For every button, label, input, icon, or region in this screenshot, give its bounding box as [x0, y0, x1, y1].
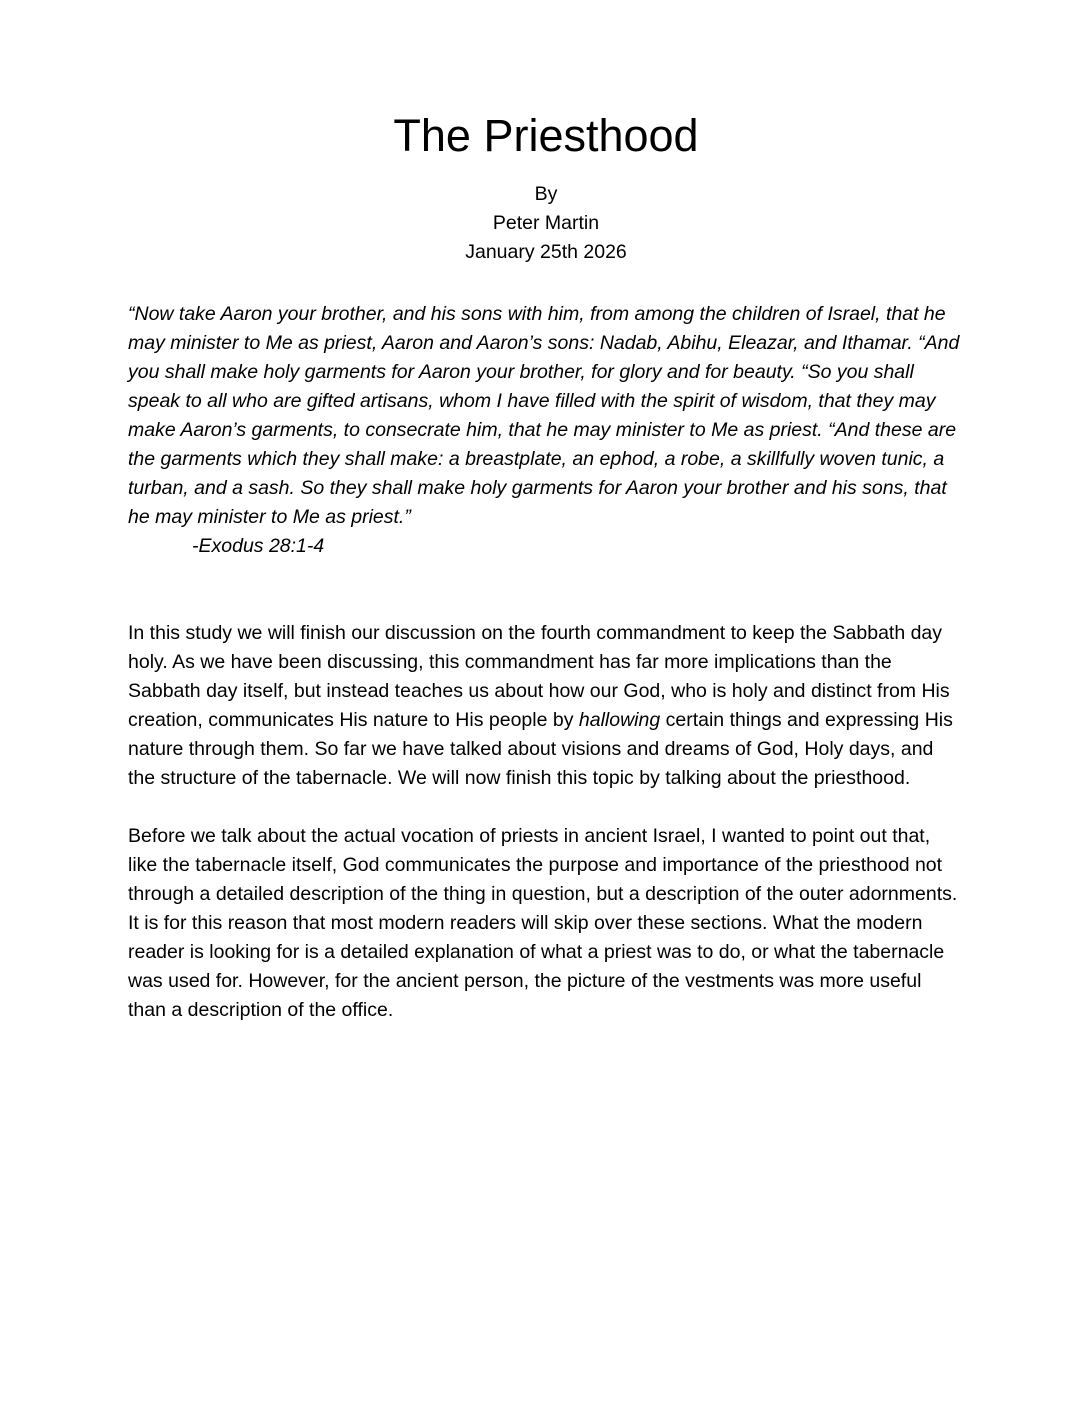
page-title: The Priesthood — [393, 110, 699, 161]
byline-author: Peter Martin — [492, 211, 600, 234]
block-spacer — [128, 561, 964, 590]
scripture-quote-block — [128, 300, 964, 561]
byline-block — [128, 180, 964, 267]
scripture-quote-text: “Now take Aaron your brother, and his sons with him, from among the children of Israel, that he may minister to Me as priest, Aaron and Aaron’s sons: Nadab, Abihu, Eleazar, and Ithamar. “And you shall make holy garments for Aaron your brother, for glory and for beauty. “So you shall speak to all who are gifted artisans, whom I have filled with the spirit of wisdom, that they may make Aaron’s garments, to consecrate him, that he may minister to Me as priest. “And these are the garments which they shall make: a breastplate, an ephod, a robe, a skillfully woven tunic, a turban, and a sash. So they shall make holy garments for Aaron your brother and his sons, that he may minister to Me as priest.” — [128, 302, 960, 528]
body-paragraph-2: Before we talk about the actual vocation of priests in ancient Israel, I wanted to point out that, like the tabernacle itself, God communicates the purpose and importance of the priesthood not through a detailed description of the thing in question, but a description of the outer adornments. It is for this reason that most modern readers will skip over these sections. What the modern reader is looking for is a detailed explanation of what a priest was to do, or what the tabernacle was used for. However, for the ancient person, the picture of the vestments was more useful than a description of the office. — [128, 824, 958, 1021]
body-paragraph-1-part-2: certain things and expressing His nature through them. So far we have talked about visions and dreams of God, Holy days, and the structure of the tabernacle. We will now finish this topic by talking about the priesthood. — [128, 708, 953, 789]
byline-by-label: By — [534, 182, 558, 205]
body-paragraph-1-emphasis: hallowing — [578, 708, 661, 731]
byline-date: January 25th 2026 — [465, 240, 627, 263]
body-paragraph-1 — [128, 619, 964, 793]
body-paragraph-1-part-1: In this study we will finish our discussion on the fourth commandment to keep the Sabbath day holy. As we have been discussing, this commandment has far more implications than the Sabbath day itself, but instead teaches us about how our God, who is holy and distinct from His creation, communicates His nature to His people by — [128, 621, 950, 731]
scripture-quote-citation: -Exodus 28:1-4 — [192, 534, 325, 557]
document-content-column — [128, 0, 964, 1025]
